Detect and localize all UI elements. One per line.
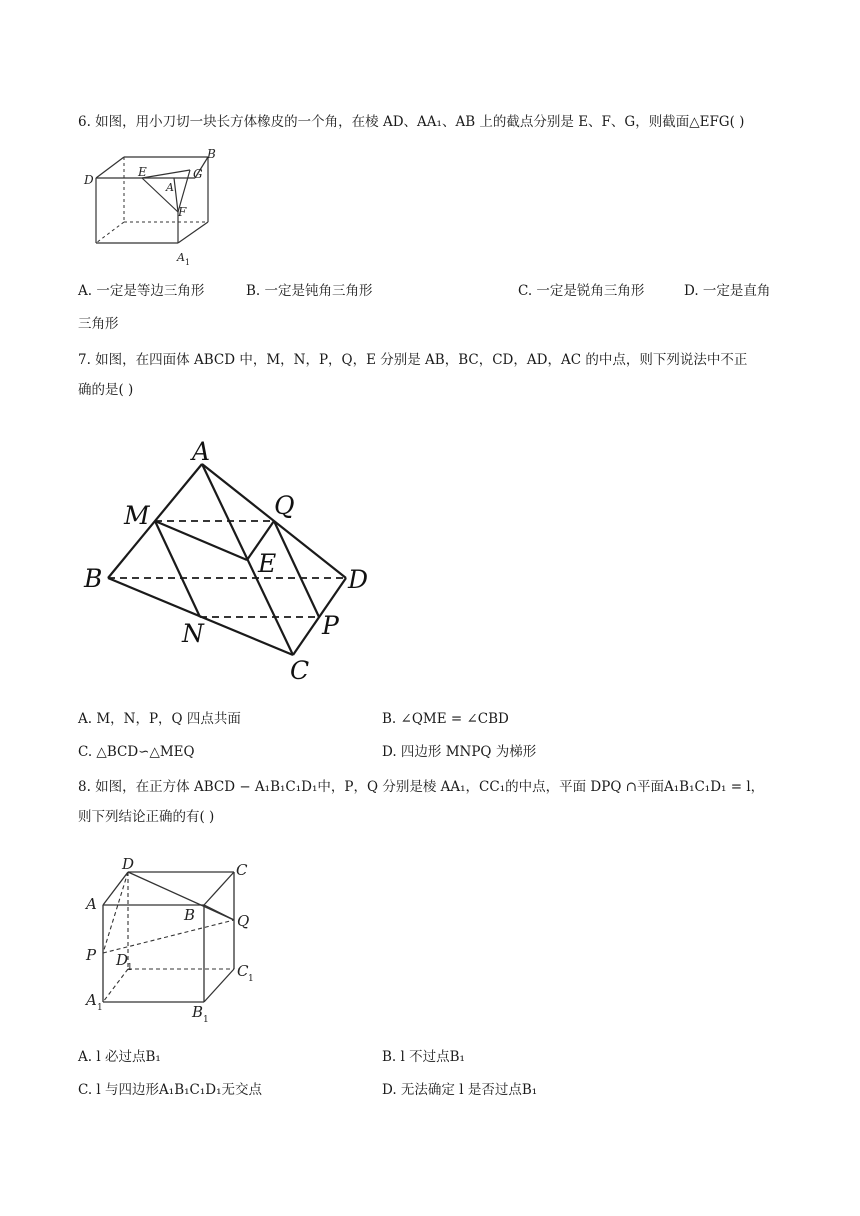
label-P: P: [322, 611, 339, 640]
label-Q: Q: [237, 912, 250, 930]
label-E: E: [258, 549, 277, 578]
q6-option-d[interactable]: D. 一定是直角: [684, 283, 771, 299]
q7-option-d[interactable]: D. 四边形 MNPQ 为梯形: [382, 744, 537, 760]
label-D: D: [122, 855, 135, 873]
label-B1: B: [192, 1003, 204, 1021]
label-G: G: [193, 167, 203, 181]
q6-option-d-continued: 三角形: [78, 316, 119, 332]
q7-option-b[interactable]: B. ∠QME = ∠CBD: [382, 711, 509, 727]
question-7-stem-line1: 7. 如图，在四面体 ABCD 中，M，N，P，Q，E 分别是 AB，BC，CD，AD，AC 的中点，则下列说法中不正: [78, 352, 748, 368]
question-6: [78, 107, 778, 137]
label-M: M: [124, 501, 150, 530]
question-8: [78, 772, 778, 832]
label-C: C: [290, 656, 310, 685]
question-7-tetrahedron-figure: [80, 436, 380, 685]
q6-option-a[interactable]: A. 一定是等边三角形: [78, 283, 205, 299]
label-A1-subscript: 1: [97, 1003, 103, 1013]
label-B: B: [184, 906, 196, 924]
question-7-stem-line2: 确的是( ): [78, 382, 134, 398]
question-6-cuboid-figure: [80, 148, 230, 273]
label-N: N: [182, 619, 204, 648]
label-Q: Q: [274, 491, 295, 520]
label-D1-subscript: 1: [127, 963, 133, 973]
q8-option-c[interactable]: C. l 与四边形A₁B₁C₁D₁无交点: [78, 1082, 263, 1098]
label-D: D: [348, 565, 369, 594]
label-C: C: [236, 861, 248, 879]
question-8-cube-figure: [80, 852, 270, 1027]
label-B1-subscript: 1: [203, 1015, 209, 1025]
q6-option-c[interactable]: C. 一定是锐角三角形: [518, 283, 645, 299]
question-8-stem-line1: 8. 如图，在正方体 ABCD − A₁B₁C₁D₁中，P，Q 分别是棱 AA₁，CC₁的中点，平面 DPQ ∩平面A₁B₁C₁D₁ = l，: [78, 779, 765, 795]
label-D: D: [84, 173, 94, 187]
label-A1: A: [86, 991, 97, 1009]
label-D1: D: [116, 951, 129, 969]
label-A: A: [86, 895, 97, 913]
label-A: A: [192, 437, 211, 466]
label-E: E: [138, 165, 147, 179]
q8-option-d[interactable]: D. 无法确定 l 是否过点B₁: [382, 1082, 538, 1098]
label-P: P: [86, 946, 97, 964]
label-C1: C: [237, 962, 249, 980]
q8-option-a[interactable]: A. l 必过点B₁: [78, 1049, 161, 1065]
label-F: F: [178, 205, 187, 219]
question-6-stem: 6. 如图，用小刀切一块长方体橡皮的一个角，在棱 AD、AA₁、AB 上的截点分别是 E、F、G，则截面△EFG( ): [78, 114, 745, 130]
q7-option-a[interactable]: A. M，N，P，Q 四点共面: [78, 711, 241, 727]
label-B: B: [207, 147, 216, 161]
q6-option-b[interactable]: B. 一定是钝角三角形: [246, 283, 373, 299]
label-A1-subscript: 1: [185, 258, 191, 267]
q8-option-b[interactable]: B. l 不过点B₁: [382, 1049, 465, 1065]
label-A: A: [166, 181, 174, 194]
q7-option-c[interactable]: C. △BCD∽△MEQ: [78, 744, 195, 760]
question-8-stem-line2: 则下列结论正确的有( ): [78, 809, 215, 825]
label-A1: A: [177, 251, 185, 264]
label-B: B: [84, 564, 103, 593]
label-C1-subscript: 1: [248, 974, 254, 984]
question-7: [78, 345, 778, 405]
